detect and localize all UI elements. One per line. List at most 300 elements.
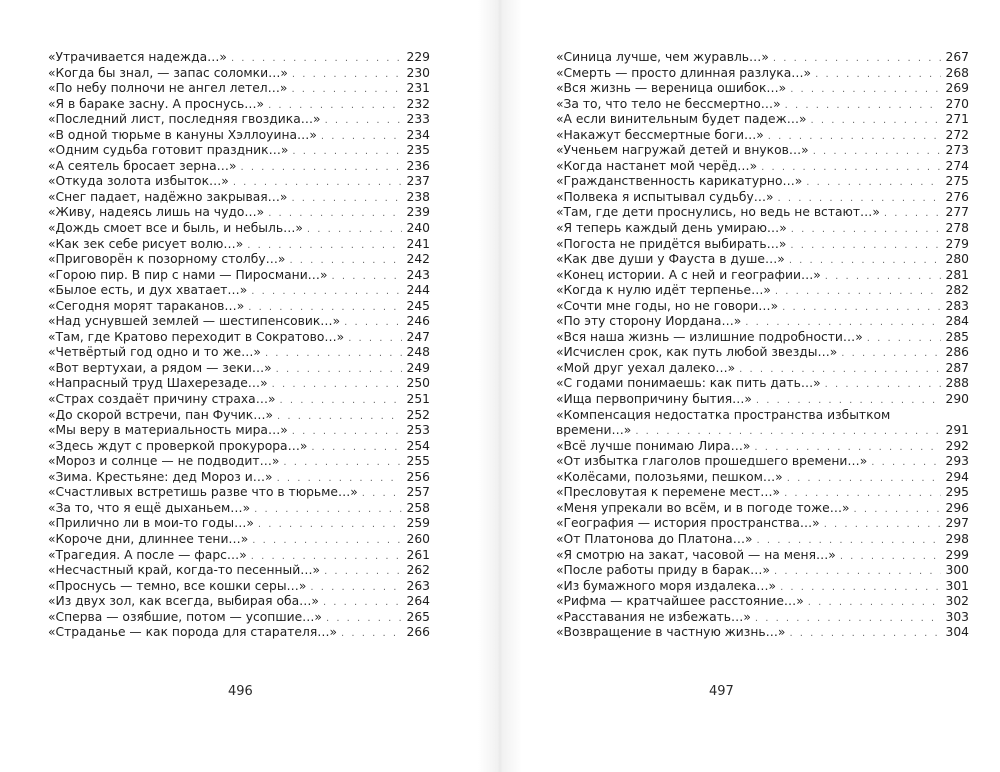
toc-entry xyxy=(48,408,430,424)
toc-entry xyxy=(48,237,430,253)
toc-entry xyxy=(48,594,430,610)
toc-entry xyxy=(556,610,969,626)
toc-entry xyxy=(556,532,969,548)
toc-entry-title: «Как зек себе рисует волю…» xyxy=(48,236,244,251)
dot-leader xyxy=(344,315,402,331)
toc-entry-title: «Несчастный край, когда-то песенный…» xyxy=(48,563,321,578)
dot-leader xyxy=(268,98,402,114)
dot-leader xyxy=(277,471,402,487)
toc-entry xyxy=(48,112,430,128)
toc-entry-title: «Из двух зол, как всегда, выбирая оба…» xyxy=(48,594,319,609)
toc-entry-title: «Напрасный труд Шахерезаде…» xyxy=(48,376,268,391)
dot-leader xyxy=(761,160,941,176)
toc-entry-title-continued: времени…» xyxy=(556,423,632,438)
dot-leader xyxy=(311,440,402,456)
dot-leader xyxy=(871,455,941,471)
toc-entry-page: 274 xyxy=(945,158,969,173)
toc-entry-page: 247 xyxy=(406,329,430,344)
toc-entry-title: «Когда настанет мой черёд…» xyxy=(556,158,758,173)
dot-leader xyxy=(756,393,941,409)
toc-entry-title: «Четвёртый год одно и то же…» xyxy=(48,345,261,360)
toc-entry-page: 267 xyxy=(945,50,969,64)
toc-entry xyxy=(556,376,969,392)
toc-entry-page: 278 xyxy=(945,221,969,236)
toc-entry-title: «Мороз и солнце — не подводит…» xyxy=(48,454,280,469)
toc-entry xyxy=(556,174,969,190)
toc-entry-title: «Ища первопричину бытия…» xyxy=(556,392,752,407)
toc-entry-page: 294 xyxy=(945,469,969,484)
toc-entry-title: «Я в бараке засну. А проснусь…» xyxy=(48,96,265,111)
toc-entry xyxy=(48,610,430,626)
dot-leader xyxy=(265,346,402,362)
toc-entry-title: «Горою пир. В пир с нами — Пиросмани…» xyxy=(48,267,328,282)
toc-entry-title: «От Платонова до Платона…» xyxy=(556,531,753,546)
toc-entry-page: 298 xyxy=(945,531,969,546)
toc-entry-title: «Проснусь — темно, все кошки серы…» xyxy=(48,578,307,593)
toc-entry-page: 268 xyxy=(945,65,969,80)
toc-entry-title: «Колёсами, полозьями, пешком…» xyxy=(556,469,783,484)
dot-leader xyxy=(785,98,941,114)
dot-leader xyxy=(773,51,941,67)
toc-entry-page: 251 xyxy=(406,392,430,407)
toc-entry-title: «За то, что я ещё дыханьем…» xyxy=(48,500,251,515)
toc-entry xyxy=(556,81,969,97)
dot-leader xyxy=(768,129,941,145)
dot-leader xyxy=(811,113,941,129)
dot-leader xyxy=(825,269,941,285)
toc-entry xyxy=(556,454,969,470)
dot-leader xyxy=(789,253,941,269)
toc-entry-title: «Смерть — просто длинная разлука…» xyxy=(556,65,812,80)
toc-entry-title: «Над уснувшей землей — шестипенсовик…» xyxy=(48,314,341,329)
toc-entry xyxy=(48,423,430,439)
toc-entry-title: «Сегодня морят тараканов…» xyxy=(48,298,245,313)
page-number: 497 xyxy=(709,684,734,699)
toc-entry-title: «Полвека я испытывал судьбу…» xyxy=(556,189,774,204)
toc-entry xyxy=(48,470,430,486)
dot-leader xyxy=(775,284,941,300)
toc-entry-page: 280 xyxy=(945,252,969,267)
toc-entry-page: 259 xyxy=(406,516,430,531)
toc-entry-title: «Из бумажного моря издалека…» xyxy=(556,578,777,593)
dot-leader xyxy=(790,82,941,98)
toc-entry-title: «Счастливых встретишь разве что в тюрьме…» xyxy=(48,485,358,500)
dot-leader xyxy=(745,315,941,331)
toc-entry-page: 245 xyxy=(406,298,430,313)
toc-entry xyxy=(556,563,969,579)
toc-entry-title: «Всё лучше понимаю Лира…» xyxy=(556,438,751,453)
dot-leader xyxy=(789,626,941,642)
right-page xyxy=(520,0,1000,772)
dot-leader xyxy=(824,517,941,533)
toc-entry-page: 286 xyxy=(945,345,969,360)
toc-entry xyxy=(48,345,430,361)
dot-leader xyxy=(784,486,941,502)
toc-entry-title: «Страх создаёт причину страха…» xyxy=(48,392,276,407)
toc-entry xyxy=(48,143,430,159)
dot-leader xyxy=(321,129,402,145)
dot-leader xyxy=(854,502,941,518)
toc-entry-title: «По эту сторону Иордана…» xyxy=(556,314,742,329)
toc-entry-page: 275 xyxy=(945,174,969,189)
dot-leader xyxy=(755,611,941,627)
dot-leader xyxy=(254,502,402,518)
toc-entry-title: «От избытка глаголов прошедшего времени…» xyxy=(556,454,868,469)
dot-leader xyxy=(291,191,402,207)
dot-leader xyxy=(289,253,402,269)
toc-entry xyxy=(556,190,969,206)
toc-entry-page: 255 xyxy=(406,454,430,469)
dot-leader xyxy=(348,331,402,347)
toc-entry xyxy=(556,237,969,253)
toc-entry-page: 271 xyxy=(945,112,969,127)
toc-entry-title: «Там, где дети проснулись, но ведь не встают…» xyxy=(556,205,880,220)
toc-entry-page: 231 xyxy=(406,81,430,96)
toc-entry-title: «Здесь ждут с проверкой прокурора…» xyxy=(48,438,308,453)
toc-entry-page: 263 xyxy=(406,578,430,593)
dot-leader xyxy=(231,51,402,67)
dot-leader xyxy=(867,331,941,347)
dot-leader xyxy=(252,533,402,549)
toc-entry-title: «Живу, надеясь лишь на чудо…» xyxy=(48,205,265,220)
toc-entry-title: «Утрачивается надежда…» xyxy=(48,50,227,64)
toc-entry-title: «Прилично ли в мои-то годы…» xyxy=(48,516,254,531)
dot-leader xyxy=(332,269,402,285)
toc-entry-title: «Вся жизнь — вереница ошибок…» xyxy=(556,81,787,96)
toc-entry-page: 254 xyxy=(406,438,430,453)
toc-entry-page: 239 xyxy=(406,205,430,220)
toc-entry-page: 234 xyxy=(406,127,430,142)
toc-entry-page: 302 xyxy=(945,594,969,609)
toc-entry-title: «Страданье — как порода для старателя…» xyxy=(48,625,338,640)
toc-entry-title: «Я смотрю на закат, часовой — на меня…» xyxy=(556,547,836,562)
dot-leader xyxy=(815,67,941,83)
toc-entry xyxy=(556,205,969,221)
dot-leader xyxy=(251,284,402,300)
toc-entry-page: 300 xyxy=(945,563,969,578)
toc-entry-page: 297 xyxy=(945,516,969,531)
dot-leader xyxy=(884,206,941,222)
toc-entry xyxy=(48,50,430,66)
toc-entry-title: «Вся наша жизнь — излишние подробности…» xyxy=(556,329,863,344)
toc-entry xyxy=(48,516,430,532)
toc-entry-title: «А сеятель бросает зерна…» xyxy=(48,158,237,173)
toc-entry-title: «Дождь смоет все и быль, и небыль…» xyxy=(48,221,303,236)
toc-entry-title: «Ученьем нагружай детей и внуков…» xyxy=(556,143,809,158)
toc-entry-page: 238 xyxy=(406,189,430,204)
toc-entry xyxy=(48,81,430,97)
dot-leader xyxy=(283,455,402,471)
toc-entry-page: 262 xyxy=(406,563,430,578)
toc-entry-page: 232 xyxy=(406,96,430,111)
dot-leader xyxy=(248,300,402,316)
toc-entry-page: 266 xyxy=(406,625,430,640)
dot-leader xyxy=(362,486,402,502)
toc-entry-page: 292 xyxy=(945,438,969,453)
toc-entry-title: «Приговорён к позорному столбу…» xyxy=(48,252,286,267)
toc-entry-page: 284 xyxy=(945,314,969,329)
toc-entry xyxy=(556,485,969,501)
dot-leader xyxy=(635,424,941,440)
dot-leader xyxy=(268,206,402,222)
toc-entry-page: 252 xyxy=(406,407,430,422)
dot-leader xyxy=(787,471,941,487)
toc-entry-title: «Накажут бессмертные боги…» xyxy=(556,127,764,142)
dot-leader xyxy=(806,175,941,191)
toc-entry-title: «Снег падает, надёжно закрывая…» xyxy=(48,189,288,204)
toc-entry-page: 242 xyxy=(406,252,430,267)
toc-entry-title: «Когда к нулю идёт терпенье…» xyxy=(556,283,771,298)
toc-entry-page: 248 xyxy=(406,345,430,360)
toc-entry xyxy=(556,159,969,175)
toc-entry xyxy=(48,579,430,595)
dot-leader xyxy=(780,580,941,596)
toc-entry-title: «Сочти мне годы, но не говори…» xyxy=(556,298,779,313)
dot-leader xyxy=(292,144,402,160)
toc-entry xyxy=(48,532,430,548)
toc-entry xyxy=(48,268,430,284)
toc-entry xyxy=(556,66,969,82)
toc-entry-title: «Как две души у Фауста в душе…» xyxy=(556,252,785,267)
toc-entry-title: «Трагедия. А после — фарс…» xyxy=(48,547,247,562)
toc-entry-page: 299 xyxy=(945,547,969,562)
toc-entry-title: «Там, где Кратово переходит в Сократово…» xyxy=(48,329,345,344)
toc-entry-title: «Исчислен срок, как путь любой звезды…» xyxy=(556,345,838,360)
toc-entry-title: «Последний лист, последняя гвоздика…» xyxy=(48,112,321,127)
dot-leader xyxy=(272,377,402,393)
toc-entry xyxy=(48,563,430,579)
toc-entry xyxy=(556,594,969,610)
toc-entry xyxy=(48,221,430,237)
toc-entry-title: «Погоста не придётся выбирать…» xyxy=(556,236,787,251)
toc-entry xyxy=(556,361,969,377)
toc-entry xyxy=(556,283,969,299)
dot-leader xyxy=(307,222,402,238)
toc-entry-page: 264 xyxy=(406,594,430,609)
toc-entry xyxy=(556,408,969,439)
toc-entry-page: 301 xyxy=(945,578,969,593)
toc-entry-title: «Рифма — кратчайшее расстояние…» xyxy=(556,594,804,609)
dot-leader xyxy=(292,424,402,440)
toc-entry-title: «Компенсация недостатка пространства избытком xyxy=(556,407,891,422)
dot-leader xyxy=(277,409,402,425)
dot-leader xyxy=(754,440,941,456)
dot-leader xyxy=(323,595,402,611)
toc-entry xyxy=(556,439,969,455)
toc-entry xyxy=(556,143,969,159)
toc-entry-title: «Былое есть, и дух хватает…» xyxy=(48,283,248,298)
toc-entry xyxy=(48,252,430,268)
toc-entry-page: 277 xyxy=(945,205,969,220)
toc-entry-page: 265 xyxy=(406,609,430,624)
dot-leader xyxy=(841,346,941,362)
dot-leader xyxy=(292,67,402,83)
toc-entry xyxy=(556,579,969,595)
dot-leader xyxy=(808,595,941,611)
toc-entry-page: 295 xyxy=(945,485,969,500)
toc-entry-page: 260 xyxy=(406,531,430,546)
toc-entry xyxy=(48,283,430,299)
toc-entry-page: 283 xyxy=(945,298,969,313)
dot-leader xyxy=(782,300,941,316)
toc-entry-title: «Откуда золота избыток…» xyxy=(48,174,229,189)
toc-entry xyxy=(48,392,430,408)
toc-entry-page: 303 xyxy=(945,609,969,624)
toc-entry-title: «Конец истории. А с ней и географии…» xyxy=(556,267,821,282)
left-page xyxy=(0,0,480,772)
toc-entry xyxy=(556,252,969,268)
toc-entry xyxy=(556,330,969,346)
toc-entry-title: «За то, что тело не бессмертно…» xyxy=(556,96,781,111)
toc-entry-page: 273 xyxy=(945,143,969,158)
toc-entry-title: «Когда бы знал, — запас соломки…» xyxy=(48,65,288,80)
toc-entry-page: 269 xyxy=(945,81,969,96)
toc-entry xyxy=(556,221,969,237)
toc-entry xyxy=(48,66,430,82)
toc-entry xyxy=(556,470,969,486)
toc-entry xyxy=(556,128,969,144)
dot-leader xyxy=(326,611,402,627)
dot-leader xyxy=(813,144,941,160)
dot-leader xyxy=(233,175,402,191)
toc-entry-page: 249 xyxy=(406,360,430,375)
toc-entry xyxy=(556,314,969,330)
book-gutter xyxy=(478,0,522,772)
toc-entry-title: «Возвращение в частную жизнь…» xyxy=(556,625,786,640)
toc-entry xyxy=(556,50,969,66)
toc-entry-page: 291 xyxy=(945,423,969,438)
toc-entry xyxy=(48,454,430,470)
toc-entry-page: 250 xyxy=(406,376,430,391)
dot-leader xyxy=(240,160,402,176)
toc-entry-page: 236 xyxy=(406,158,430,173)
toc-entry-title: «Зима. Крестьяне: дед Мороз и…» xyxy=(48,469,273,484)
toc-entry xyxy=(556,501,969,517)
toc-entry-title: «Одним судьба готовит праздник…» xyxy=(48,143,289,158)
toc-entry-title: «А если винительным будет падеж…» xyxy=(556,112,807,127)
toc-entry-title: «Пресловутая к перемене мест…» xyxy=(556,485,781,500)
toc-entry-page: 235 xyxy=(406,143,430,158)
toc-entry xyxy=(556,97,969,113)
toc-entry-page: 285 xyxy=(945,329,969,344)
toc-entry xyxy=(556,112,969,128)
dot-leader xyxy=(791,222,941,238)
toc-entry-page: 304 xyxy=(945,625,969,640)
toc-entry xyxy=(48,205,430,221)
dot-leader xyxy=(739,362,941,378)
toc-entry xyxy=(48,128,430,144)
dot-leader xyxy=(757,533,941,549)
toc-entry xyxy=(48,439,430,455)
toc-entry xyxy=(556,516,969,532)
dot-leader xyxy=(324,564,402,580)
toc-entry-page: 290 xyxy=(945,392,969,407)
toc-entry xyxy=(556,625,969,641)
toc-entry-title: «География — история пространства…» xyxy=(556,516,820,531)
toc-entry xyxy=(48,314,430,330)
toc-entry-page: 256 xyxy=(406,469,430,484)
dot-leader xyxy=(280,393,402,409)
toc-entry-page: 243 xyxy=(406,267,430,282)
toc-entry xyxy=(48,190,430,206)
toc-entry-page: 229 xyxy=(406,50,430,64)
toc-entry-page: 296 xyxy=(945,500,969,515)
toc-entry-title: «После работы приду в барак…» xyxy=(556,563,771,578)
toc-entry-page: 287 xyxy=(945,360,969,375)
toc-entry xyxy=(556,268,969,284)
toc-entry xyxy=(48,159,430,175)
dot-leader xyxy=(840,549,941,565)
toc-entry xyxy=(48,174,430,190)
toc-entry-page: 270 xyxy=(945,96,969,111)
toc-entry-title: «Гражданственность карикатурно…» xyxy=(556,174,803,189)
toc-entry xyxy=(556,299,969,315)
dot-leader xyxy=(258,517,402,533)
toc-entry-page: 258 xyxy=(406,500,430,515)
toc-entry xyxy=(48,548,430,564)
toc-entry-page: 276 xyxy=(945,189,969,204)
page-number: 496 xyxy=(228,684,253,699)
toc-entry xyxy=(48,376,430,392)
dot-leader xyxy=(778,191,941,207)
toc-entry-page: 261 xyxy=(406,547,430,562)
toc-entry-title: «Короче дни, длиннее тени…» xyxy=(48,531,249,546)
toc-entry xyxy=(48,485,430,501)
toc-entry-title: «По небу полночи не ангел летел…» xyxy=(48,81,288,96)
toc-entry xyxy=(556,345,969,361)
toc-entry-page: 293 xyxy=(945,454,969,469)
dot-leader xyxy=(774,564,941,580)
toc-list-right xyxy=(556,50,969,641)
toc-entry xyxy=(48,299,430,315)
toc-list-left xyxy=(48,50,430,641)
toc-entry-title: «Я теперь каждый день умираю…» xyxy=(556,221,787,236)
toc-entry-title: «Расставания не избежать…» xyxy=(556,609,751,624)
toc-entry-title: «Сперва — озябшие, потом — усопшие…» xyxy=(48,609,322,624)
dot-leader xyxy=(790,238,941,254)
toc-entry-title: «Синица лучше, чем журавль…» xyxy=(556,50,769,64)
toc-entry-page: 240 xyxy=(406,221,430,236)
toc-entry-page: 246 xyxy=(406,314,430,329)
toc-entry-page: 230 xyxy=(406,65,430,80)
dot-leader xyxy=(825,377,941,393)
toc-entry-page: 237 xyxy=(406,174,430,189)
toc-entry-page: 279 xyxy=(945,236,969,251)
toc-entry xyxy=(556,548,969,564)
toc-entry-title: «В одной тюрьме в кануны Хэллоуина…» xyxy=(48,127,317,142)
toc-entry xyxy=(556,392,969,408)
dot-leader xyxy=(247,238,402,254)
toc-entry xyxy=(48,625,430,641)
toc-entry-page: 282 xyxy=(945,283,969,298)
toc-entry-page: 253 xyxy=(406,423,430,438)
toc-entry-title: «До скорой встречи, пан Фучик…» xyxy=(48,407,274,422)
toc-entry-page: 281 xyxy=(945,267,969,282)
toc-entry xyxy=(48,501,430,517)
toc-entry-page: 288 xyxy=(945,376,969,391)
toc-entry-page: 272 xyxy=(945,127,969,142)
toc-entry-title: «Мы веру в материальность мира…» xyxy=(48,423,288,438)
toc-entry-page: 241 xyxy=(406,236,430,251)
dot-leader xyxy=(291,82,402,98)
toc-entry-title: «Мой друг уехал далеко…» xyxy=(556,360,736,375)
dot-leader xyxy=(310,580,402,596)
dot-leader xyxy=(276,362,402,378)
dot-leader xyxy=(341,626,402,642)
toc-entry xyxy=(48,97,430,113)
toc-entry-title: «С годами понимаешь: как пить дать…» xyxy=(556,376,821,391)
toc-entry xyxy=(48,361,430,377)
